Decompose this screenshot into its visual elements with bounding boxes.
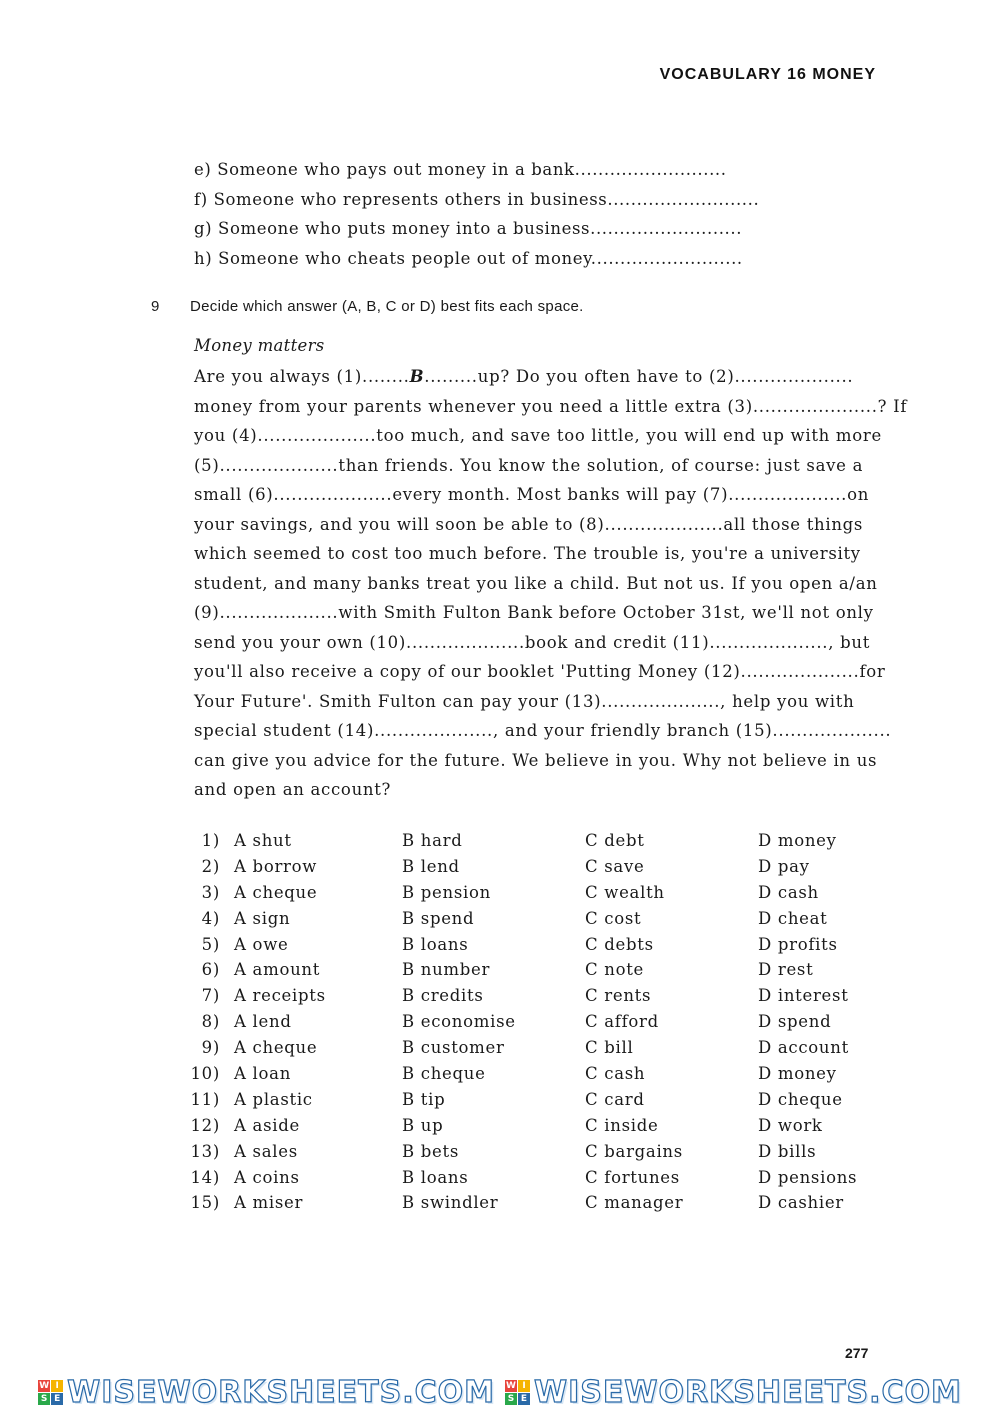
option-c: C debts <box>585 934 654 954</box>
option-c: C bargains <box>585 1141 683 1161</box>
passage-title: Money matters <box>194 336 325 355</box>
option-c: C debt <box>585 831 645 850</box>
passage-line: send you your own (10)....................book and credit (11)...................., but <box>194 632 871 652</box>
option-row <box>190 828 890 854</box>
option-d: D money <box>758 831 837 850</box>
option-a: A owe <box>234 934 289 954</box>
logo-tile: S <box>38 1393 50 1405</box>
option-d: D profits <box>758 934 838 954</box>
option-b: B spend <box>402 908 475 928</box>
passage-line: small (6)....................every month. Most banks will pay (7)....................on <box>194 485 870 504</box>
option-number: 15) <box>190 1193 220 1213</box>
option-number: 12) <box>190 1115 220 1135</box>
option-b: B number <box>402 960 491 980</box>
option-a: A lend <box>234 1012 292 1032</box>
option-a: A coins <box>234 1167 300 1187</box>
definition-f: f) Someone who represents others in business.......................... <box>194 189 760 209</box>
option-row <box>190 957 890 983</box>
option-row <box>190 983 890 1009</box>
option-a: A plastic <box>234 1089 313 1109</box>
option-number: 11) <box>190 1089 220 1109</box>
option-number: 4) <box>201 908 220 928</box>
option-a: A cheque <box>234 1038 318 1058</box>
logo-tile: I <box>518 1380 530 1392</box>
option-c: C inside <box>585 1115 659 1135</box>
option-row <box>190 1139 890 1165</box>
option-d: D cheque <box>758 1089 843 1109</box>
watermark-text: WISEWORKSHEETS.COM <box>534 1375 962 1410</box>
option-number: 14) <box>190 1167 220 1187</box>
passage-line: your savings, and you will soon be able to (8)....................all those things <box>194 514 864 534</box>
exercise-number: 9 <box>151 298 160 315</box>
option-b: B pension <box>402 882 491 902</box>
option-c: C cash <box>585 1064 646 1084</box>
option-c: C manager <box>585 1193 684 1213</box>
option-b: B bets <box>402 1141 459 1161</box>
option-d: D account <box>758 1038 849 1058</box>
option-number: 9) <box>201 1038 220 1058</box>
option-row <box>190 854 890 880</box>
watermark <box>38 1375 495 1410</box>
logo-tile: S <box>505 1393 517 1405</box>
option-a: A miser <box>234 1193 304 1213</box>
option-a: A sign <box>234 908 291 928</box>
passage-line: can give you advice for the future. We believe in you. Why not believe in us <box>194 750 878 770</box>
option-b: B loans <box>402 934 469 954</box>
watermark-footer <box>0 1372 1000 1413</box>
passage-line: you (4)....................too much, and save too little, you will end up with more <box>194 426 882 445</box>
option-number: 5) <box>201 934 220 954</box>
passage-line: and open an account? <box>194 780 392 799</box>
option-d: D bills <box>758 1141 817 1161</box>
option-b: B cheque <box>402 1064 486 1084</box>
option-c: C card <box>585 1089 645 1109</box>
option-d: D cash <box>758 882 819 902</box>
option-a: A loan <box>234 1064 292 1084</box>
option-number: 1) <box>201 831 220 850</box>
wiseworksheets-logo-icon <box>38 1380 63 1405</box>
option-b: B economise <box>402 1012 516 1032</box>
option-b: B credits <box>402 986 484 1006</box>
passage-line: (5)....................than friends. You know the solution, of course: just save a <box>194 455 864 475</box>
passage-line: which seemed to cost too much before. The trouble is, you're a university <box>194 544 861 563</box>
option-a: A receipts <box>234 986 326 1006</box>
wiseworksheets-logo-icon <box>505 1380 530 1405</box>
option-b: B up <box>402 1115 444 1135</box>
definition-list <box>194 155 854 273</box>
option-c: C afford <box>585 1012 659 1032</box>
option-a: A borrow <box>234 856 318 876</box>
option-row <box>190 1009 890 1035</box>
option-b: B tip <box>402 1089 446 1109</box>
option-b: B hard <box>402 831 463 850</box>
option-row <box>190 1087 890 1113</box>
option-row <box>190 1165 890 1191</box>
option-d: D cashier <box>758 1193 844 1213</box>
option-d: D work <box>758 1115 823 1135</box>
passage-line: special student (14)...................., and your friendly branch (15).................... <box>194 721 892 740</box>
option-row <box>190 906 890 932</box>
option-c: C save <box>585 856 645 876</box>
page-header-title: VOCABULARY 16 MONEY <box>659 66 876 83</box>
option-number: 7) <box>201 986 220 1006</box>
cloze-passage <box>194 362 908 805</box>
option-row <box>190 880 890 906</box>
logo-tile: W <box>506 1381 516 1391</box>
option-d: D pay <box>758 856 810 876</box>
option-c: C bill <box>585 1038 634 1058</box>
passage-text: Are you always (1)........ <box>194 367 410 386</box>
logo-tile: E <box>51 1393 63 1405</box>
watermark-text: WISEWORKSHEETS.COM <box>67 1375 495 1410</box>
option-b: B swindler <box>402 1193 499 1213</box>
option-a: A amount <box>234 960 321 980</box>
option-d: D pensions <box>758 1167 858 1187</box>
option-d: D rest <box>758 960 814 980</box>
option-b: B loans <box>402 1167 469 1187</box>
option-row <box>190 932 890 958</box>
option-a: A shut <box>234 831 292 850</box>
passage-line: Your Future'. Smith Fulton can pay your (13)...................., help you with <box>194 691 855 711</box>
passage-line: money from your parents whenever you need a little extra (3).....................? If <box>194 396 908 416</box>
logo-tile: I <box>51 1380 63 1392</box>
option-b: B customer <box>402 1038 505 1058</box>
answer-options-table <box>190 828 890 1216</box>
option-d: D spend <box>758 1012 832 1032</box>
page-number: 277 <box>845 1345 869 1361</box>
option-a: A sales <box>234 1141 298 1161</box>
option-c: C fortunes <box>585 1167 680 1187</box>
logo-tile: W <box>39 1381 50 1391</box>
definition-g: g) Someone who puts money into a business.......................... <box>194 219 743 238</box>
definition-h: h) Someone who cheats people out of money.......................... <box>194 248 743 268</box>
option-number: 10) <box>190 1064 220 1084</box>
option-c: C wealth <box>585 882 665 902</box>
option-c: C note <box>585 960 645 980</box>
option-a: A aside <box>234 1115 300 1135</box>
option-number: 8) <box>201 1012 220 1032</box>
passage-text: .........up? Do you often have to (2).................... <box>424 367 854 386</box>
exercise-instruction: Decide which answer (A, B, C or D) best fits each space. <box>190 298 584 315</box>
option-b: B lend <box>402 856 460 876</box>
option-row <box>190 1190 890 1216</box>
passage-line <box>194 362 894 392</box>
passage-line: (9)....................with Smith Fulton Bank before October 31st, we'll not only <box>194 603 874 622</box>
option-number: 2) <box>201 856 220 876</box>
filled-answer: B <box>409 367 425 386</box>
option-row <box>190 1061 890 1087</box>
option-c: C cost <box>585 908 642 928</box>
option-c: C rents <box>585 986 652 1006</box>
option-row <box>190 1113 890 1139</box>
logo-tile: E <box>518 1393 530 1405</box>
option-number: 6) <box>201 960 220 980</box>
option-d: D money <box>758 1064 837 1084</box>
option-d: D interest <box>758 986 849 1006</box>
option-a: A cheque <box>234 882 318 902</box>
option-row <box>190 1035 890 1061</box>
option-number: 13) <box>190 1141 220 1161</box>
passage-line: student, and many banks treat you like a child. But not us. If you open a/an <box>194 573 878 593</box>
passage-line: you'll also receive a copy of our booklet 'Putting Money (12)....................for <box>194 662 886 681</box>
option-d: D cheat <box>758 908 828 928</box>
definition-e: e) Someone who pays out money in a bank.......................... <box>194 160 727 179</box>
watermark <box>505 1375 962 1410</box>
option-number: 3) <box>201 882 220 902</box>
